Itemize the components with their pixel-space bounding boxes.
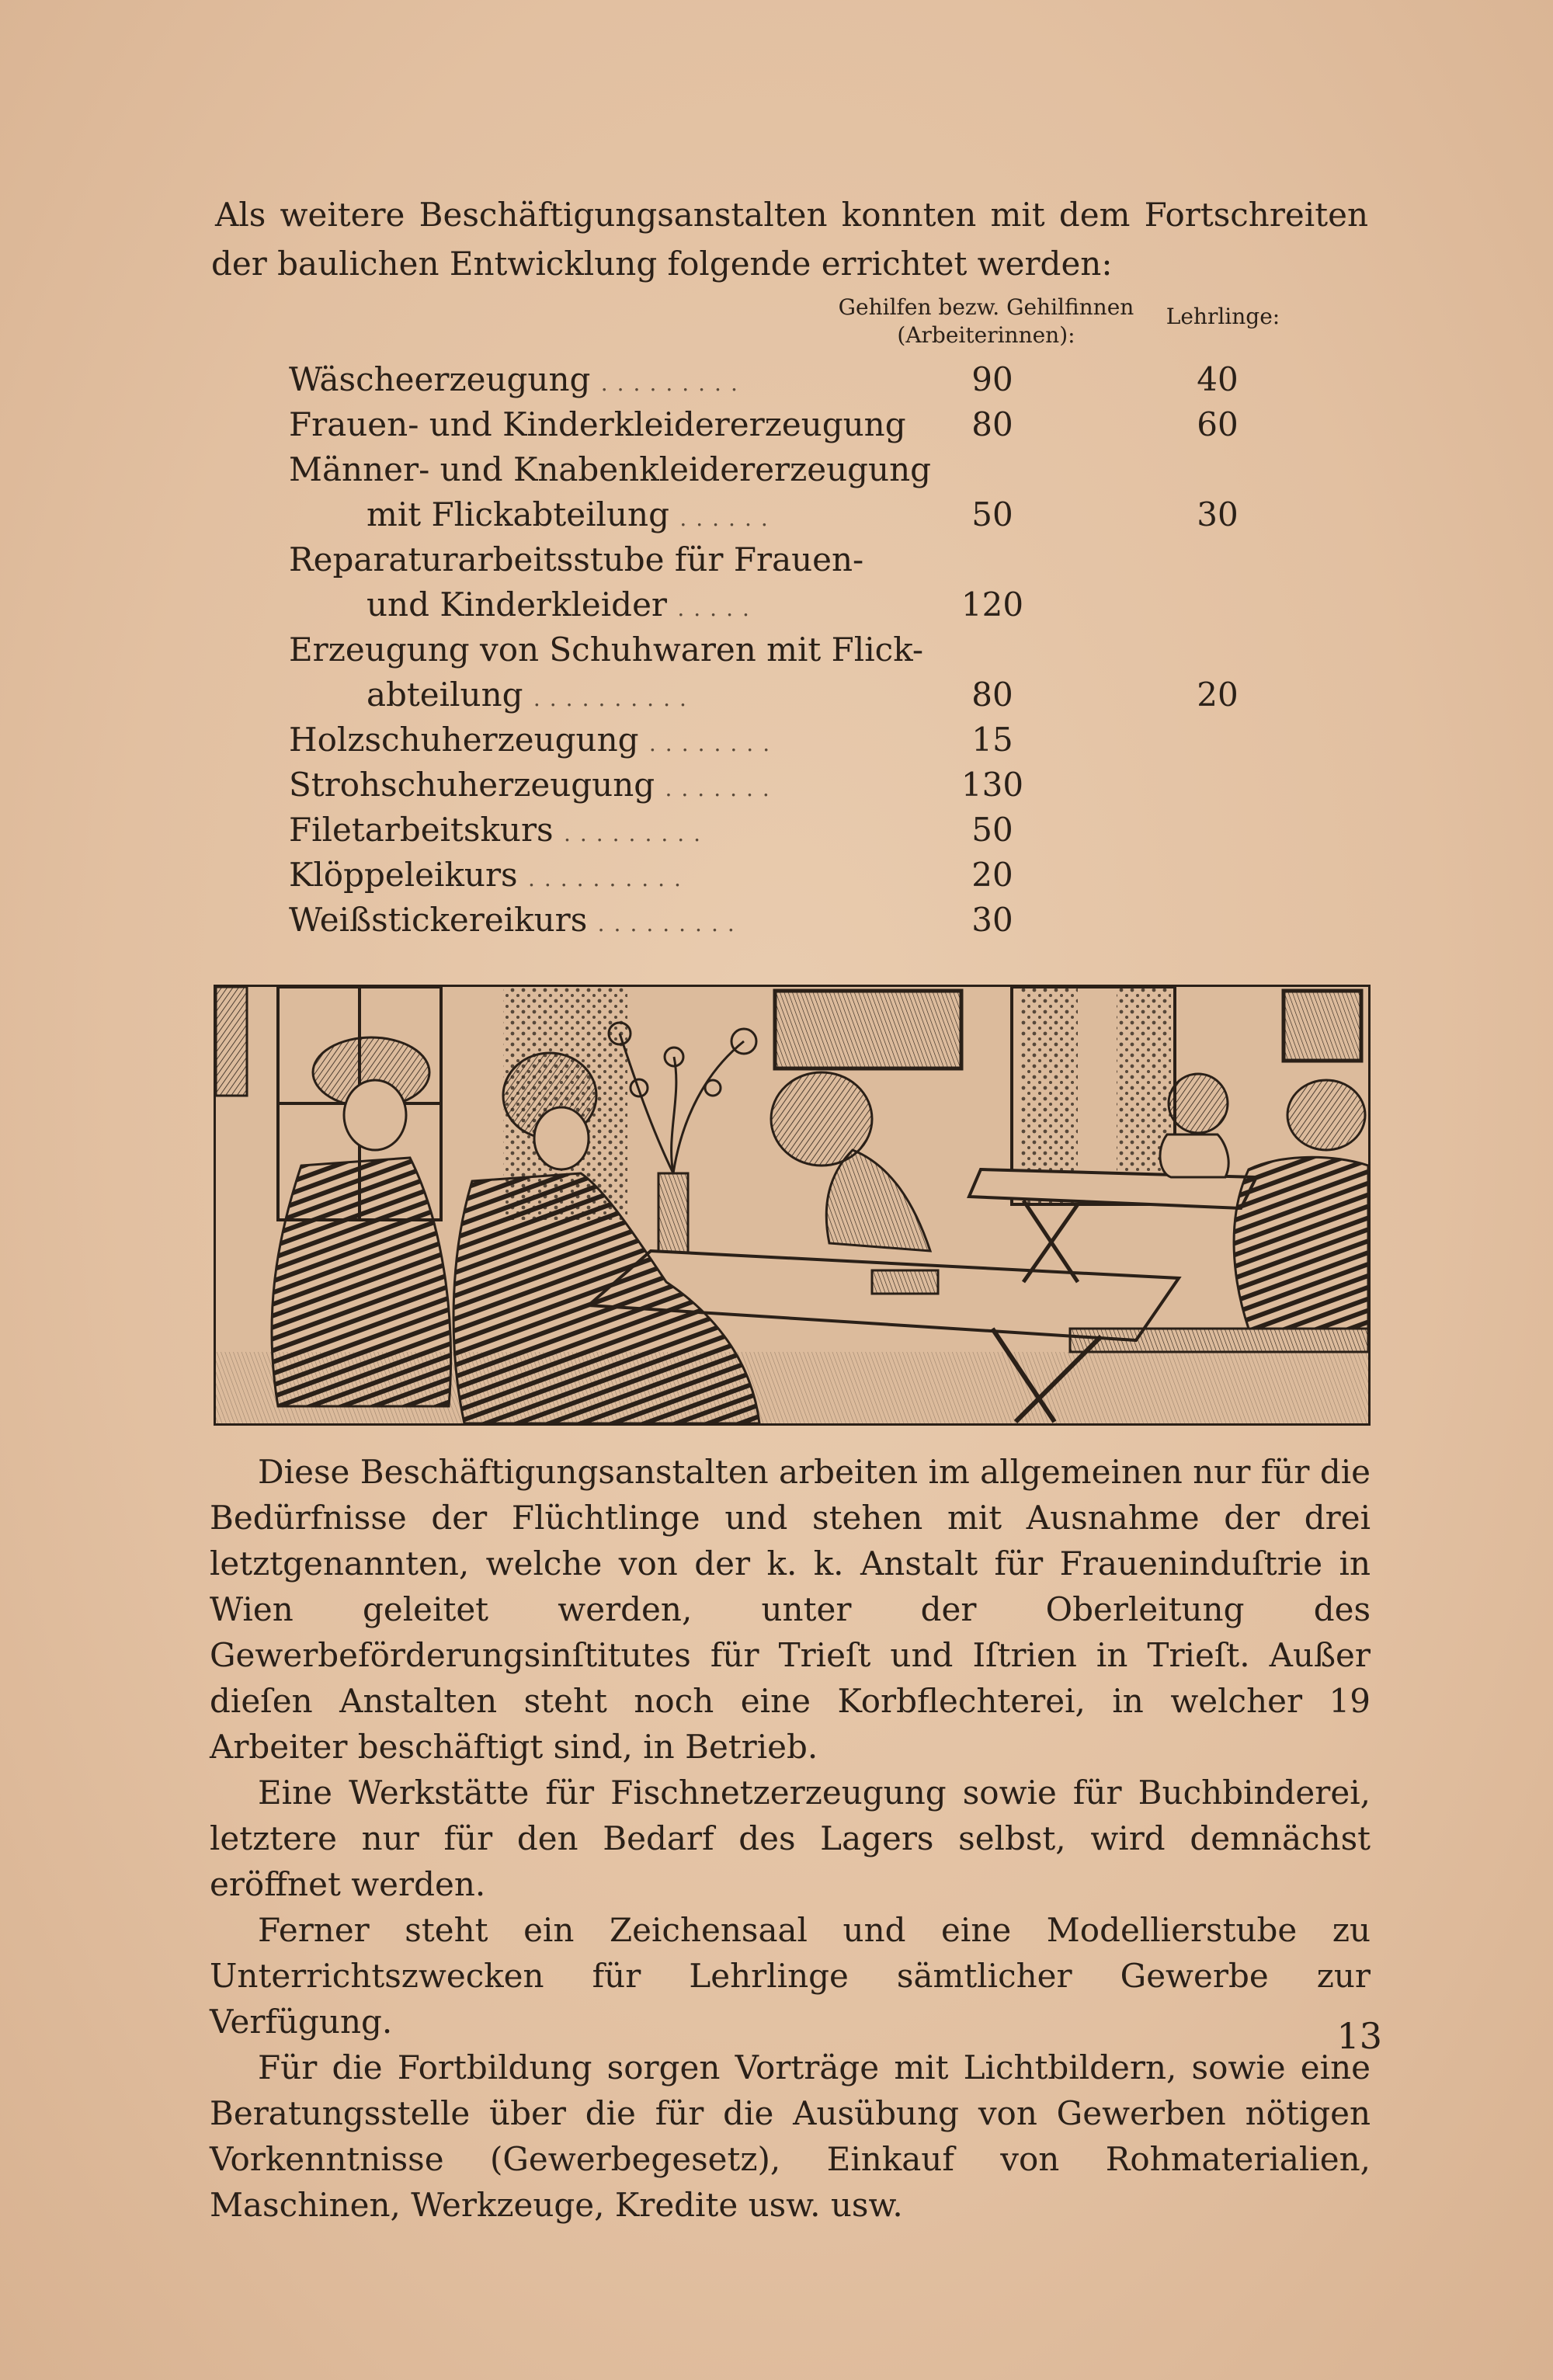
leader-dots: .....: [677, 596, 759, 621]
table-row-continued: [289, 582, 1298, 627]
row-label-continued: und Kinderkleider: [367, 585, 668, 624]
gehilfen-value: 50: [971, 495, 1013, 533]
table-row: [289, 537, 1298, 582]
row-label: Klöppeleikurs: [289, 856, 518, 894]
row-label: Erzeugung von Schuhwaren mit Flick-: [289, 631, 924, 669]
page-number: 13: [1336, 2015, 1382, 2057]
gehilfen-value: 30: [971, 901, 1013, 939]
paragraph: Ferner steht ein Zeichensaal und eine Modellierstube zu Unterrichtszwecken für Lehrlinge sämtlicher Gewerbe zur Verfügung.: [210, 1911, 1371, 2041]
lehrlinge-value: 40: [1197, 360, 1239, 398]
gehilfen-value: 15: [971, 721, 1013, 759]
leader-dots: ..........: [527, 866, 690, 891]
table-row: [289, 357, 1298, 402]
leader-dots: .........: [563, 821, 710, 846]
paragraph: Für die Fortbildung sorgen Vorträge mit Lichtbildern, sowie eine Beratungsstelle über die für die Ausübung von Gewerben nötigen Vorkenntnisse (Gewerbegesetz), Einkauf von Rohmaterialien, Maschinen, Werkzeuge, Kredite usw. usw.: [210, 2048, 1371, 2224]
lehrlinge-value: 60: [1197, 405, 1239, 443]
gehilfen-value: 130: [961, 766, 1024, 804]
engraving-scene: [216, 987, 1368, 1423]
bench: [1070, 1329, 1368, 1352]
gehilfen-value: 80: [971, 405, 1013, 443]
table-row: [289, 717, 1298, 763]
row-label: Strohschuherzeugung: [289, 766, 655, 804]
gehilfen-value: 50: [971, 811, 1013, 849]
wall-picture: [1284, 991, 1361, 1061]
workshop-table: [289, 357, 1298, 943]
intro-paragraph: Als weitere Beschäftigungsanstalten konnten mit dem Fortschreiten der baulichen Entwicklung folgende errichtet werden:: [211, 196, 1368, 283]
body-text: [210, 1449, 1371, 2228]
lehrlinge-value: 30: [1197, 495, 1239, 533]
table-row: [289, 763, 1298, 808]
table-row: [289, 447, 1298, 492]
column-header-gehilfen: Gehilfen bezw. Gehilfinnen (Arbeiterinnen):: [838, 294, 1134, 348]
table-row: [289, 898, 1298, 943]
table-row-continued: [289, 492, 1298, 537]
row-label-continued: mit Flickabteilung: [367, 495, 669, 533]
gehilfen-value: 80: [971, 676, 1013, 714]
leader-dots: .........: [600, 370, 747, 396]
leader-dots: ........: [648, 731, 780, 756]
row-label: Reparaturarbeitsstube für Frauen-: [289, 540, 864, 578]
row-label: Filetarbeitskurs: [289, 811, 554, 849]
leader-dots: ..........: [533, 686, 696, 711]
leader-dots: .......: [665, 776, 779, 801]
row-label: Wäscheerzeugung: [289, 360, 591, 398]
gehilfen-value: 120: [961, 585, 1024, 624]
row-label: Holzschuherzeugung: [289, 721, 639, 759]
paragraph: Eine Werkstätte für Fischnetzerzeugung sowie für Buchbinderei, letztere nur für den Bedarf des Lagers selbst, wird demnächst eröffnet werden.: [210, 1774, 1371, 1903]
paragraph: Diese Beschäftigungsanstalten arbeiten im allgemeinen nur für die Bedürfnisse der Flüchtlinge und stehen mit Ausnahme der drei letztgenannten, welche von der k. k. Anstalt für Fraueninduſtrie in Wien geleitet werden, unter der Oberleitung des Gewerbeförderungsinſtitutes für Trieſt und Iſtrien in Trieſt. Außer dieſen Anstalten steht noch eine Korbflechterei, in welcher 19 Arbeiter beschäftigt sind, in Betrieb.: [210, 1453, 1371, 1766]
leader-dots: .........: [597, 911, 744, 936]
gehilfen-value: 90: [971, 360, 1013, 398]
table-row: [289, 853, 1298, 898]
table-row: [289, 402, 1298, 447]
row-label: Weißstickereikurs: [289, 901, 588, 939]
wall-picture: [775, 991, 961, 1068]
lehrlinge-value: 20: [1197, 676, 1239, 714]
column-header-lehrlinge: Lehrlinge:: [1166, 304, 1280, 329]
row-label: Männer- und Knabenkleidererzeugung: [289, 450, 932, 488]
vase: [658, 1173, 688, 1259]
gehilfen-value: 20: [971, 856, 1013, 894]
box-on-table: [872, 1270, 938, 1294]
leader-dots: ......: [679, 506, 777, 531]
row-label-continued: abteilung: [367, 676, 523, 714]
workshop-illustration: [214, 985, 1371, 1426]
row-label: Frauen- und Kinderkleidererzeugung: [289, 405, 906, 443]
table-row: [289, 808, 1298, 853]
table-row: [289, 627, 1298, 672]
table-row-continued: [289, 672, 1298, 717]
